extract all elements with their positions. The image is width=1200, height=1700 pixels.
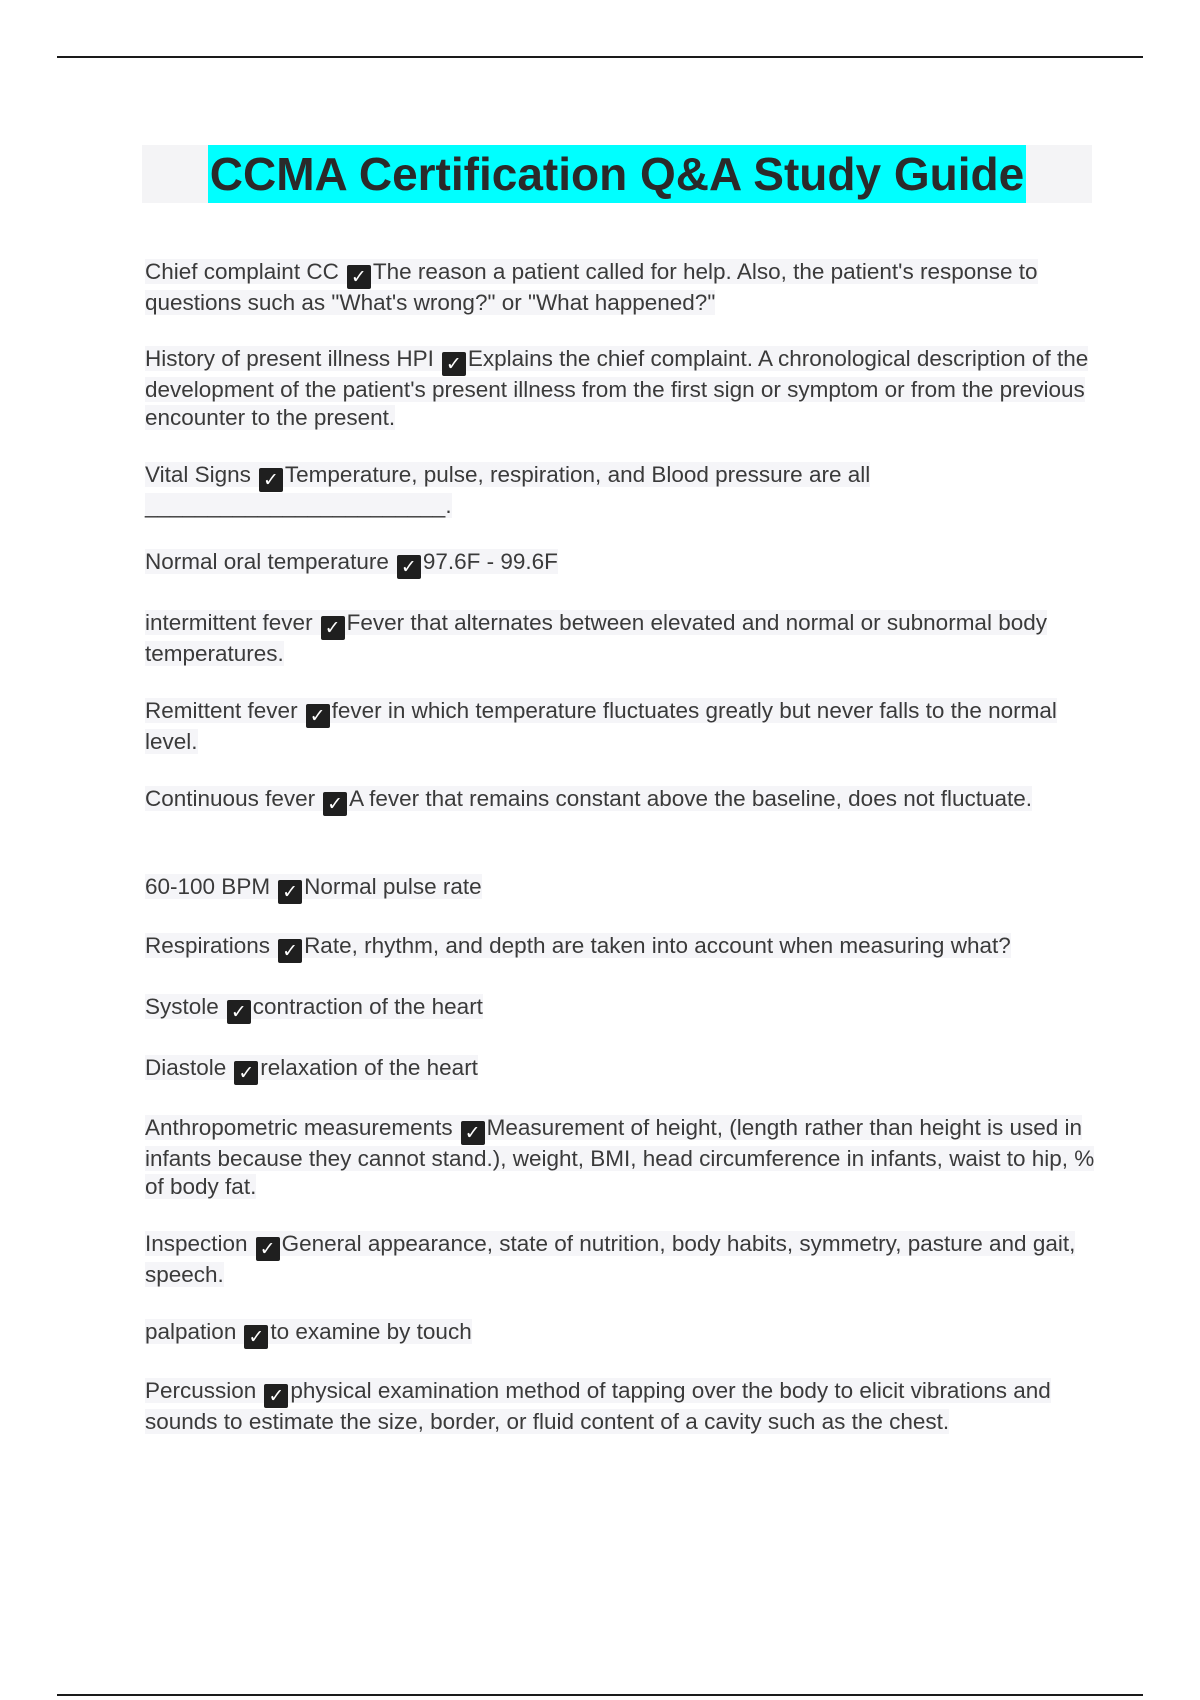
qa-definition: The reason a patient called for help. Also, the patient's response to questions such as "What's wrong?" or "What happened?" xyxy=(145,259,1038,315)
check-box-icon: ✓ xyxy=(278,939,302,963)
qa-item xyxy=(145,932,1095,963)
qa-definition: Rate, rhythm, and depth are taken into account when measuring what? xyxy=(304,933,1011,958)
qa-item xyxy=(145,609,1095,668)
qa-term: Remittent fever xyxy=(145,698,298,723)
check-box-icon: ✓ xyxy=(323,792,347,816)
qa-term: Vital Signs xyxy=(145,462,251,487)
check-box-icon: ✓ xyxy=(442,352,466,376)
qa-term: 60-100 BPM xyxy=(145,874,271,899)
qa-definition: General appearance, state of nutrition, body habits, symmetry, pasture and gait, speech. xyxy=(145,1231,1076,1287)
qa-item xyxy=(145,258,1095,317)
qa-term: Percussion xyxy=(145,1378,257,1403)
qa-definition: A fever that remains constant above the baseline, does not fluctuate. xyxy=(349,786,1033,811)
qa-term: palpation xyxy=(145,1319,237,1344)
qa-definition: Fever that alternates between elevated and normal or subnormal body temperatures. xyxy=(145,610,1047,666)
qa-item xyxy=(145,1230,1095,1289)
qa-definition: to examine by touch xyxy=(270,1319,472,1344)
qa-item xyxy=(145,345,1095,432)
qa-term: History of present illness HPI xyxy=(145,346,434,371)
bottom-rule xyxy=(57,1694,1143,1696)
qa-definition: Explains the chief complaint. A chronological description of the development of the patient's present illness from the first sign or symptom or from the previous encounter to the present. xyxy=(145,346,1089,430)
qa-item xyxy=(145,873,1095,904)
qa-item xyxy=(145,1114,1095,1201)
page-title: CCMA Certification Q&A Study Guide xyxy=(208,145,1026,203)
check-box-icon: ✓ xyxy=(347,265,371,289)
qa-term: Chief complaint CC xyxy=(145,259,339,284)
check-box-icon: ✓ xyxy=(259,468,283,492)
qa-item xyxy=(145,697,1095,756)
qa-term: Anthropometric measurements xyxy=(145,1115,453,1140)
qa-item xyxy=(145,993,1095,1024)
top-rule xyxy=(57,56,1143,58)
check-box-icon: ✓ xyxy=(321,616,345,640)
check-box-icon: ✓ xyxy=(461,1121,485,1145)
qa-term: intermittent fever xyxy=(145,610,313,635)
qa-item xyxy=(145,1054,1095,1085)
qa-definition: relaxation of the heart xyxy=(260,1055,478,1080)
qa-item xyxy=(145,1318,1095,1349)
qa-item xyxy=(145,1377,1095,1436)
qa-term: Diastole xyxy=(145,1055,227,1080)
qa-definition: Measurement of height, (length rather than height is used in infants because they cannot stand.), weight, BMI, head circumference in infants, waist to hip, % of body fat. xyxy=(145,1115,1095,1199)
qa-definition: contraction of the heart xyxy=(252,994,483,1019)
check-box-icon: ✓ xyxy=(256,1237,280,1261)
qa-definition: fever in which temperature fluctuates greatly but never falls to the normal level. xyxy=(145,698,1057,754)
check-box-icon: ✓ xyxy=(278,880,302,904)
check-box-icon: ✓ xyxy=(264,1384,288,1408)
title-band xyxy=(142,145,1092,203)
qa-item xyxy=(145,785,1095,816)
qa-item xyxy=(145,461,1095,520)
qa-item xyxy=(145,548,1095,579)
qa-term: Normal oral temperature xyxy=(145,549,389,574)
check-box-icon: ✓ xyxy=(227,1000,251,1024)
qa-term: Continuous fever xyxy=(145,786,316,811)
check-box-icon: ✓ xyxy=(234,1061,258,1085)
qa-definition: Normal pulse rate xyxy=(304,874,482,899)
qa-definition: physical examination method of tapping over the body to elicit vibrations and sounds to estimate the size, border, or fluid content of a cavity such as the chest. xyxy=(145,1378,1051,1434)
qa-term: Inspection xyxy=(145,1231,248,1256)
qa-definition: 97.6F - 99.6F xyxy=(422,549,558,574)
qa-term: Systole xyxy=(145,994,219,1019)
qa-definition: Temperature, pulse, respiration, and Blood pressure are all ________________________. xyxy=(145,462,871,518)
check-box-icon: ✓ xyxy=(306,704,330,728)
qa-term: Respirations xyxy=(145,933,271,958)
check-box-icon: ✓ xyxy=(397,555,421,579)
check-box-icon: ✓ xyxy=(244,1325,268,1349)
